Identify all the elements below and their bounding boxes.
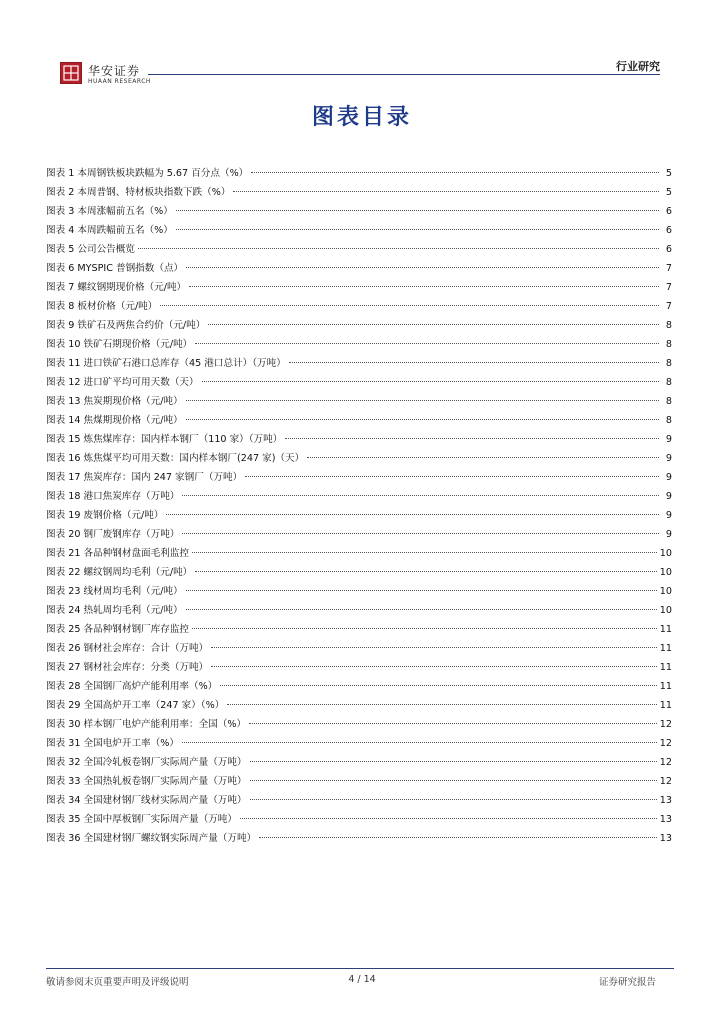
toc-entry-label: 图表 19 废钢价格（元/吨） bbox=[46, 510, 164, 521]
toc-entry-label: 图表 12 进口矿平均可用天数（天） bbox=[46, 377, 199, 388]
toc-entry-page: 6 bbox=[665, 225, 672, 236]
toc-entry-page: 9 bbox=[665, 434, 672, 445]
toc-entry-label: 图表 30 样本钢厂电炉产能利用率：全国（%） bbox=[46, 719, 247, 730]
toc-entry-label: 图表 23 线材周均毛利（元/吨） bbox=[46, 586, 183, 597]
section-label: 行业研究 bbox=[616, 60, 660, 73]
toc-entry[interactable] bbox=[46, 259, 672, 278]
toc-entry-label: 图表 15 炼焦煤库存：国内样本钢厂（110 家）（万吨） bbox=[46, 434, 283, 445]
toc-leader-dots bbox=[138, 248, 659, 249]
footer-divider bbox=[46, 968, 674, 969]
toc-entry[interactable] bbox=[46, 468, 672, 487]
toc-entry[interactable] bbox=[46, 563, 672, 582]
toc-entry-page: 8 bbox=[665, 320, 672, 331]
toc-entry-label: 图表 26 钢材社会库存：合计（万吨） bbox=[46, 643, 209, 654]
toc-entry-label: 图表 35 全国中厚板钢厂实际周产量（万吨） bbox=[46, 814, 237, 825]
toc-leader-dots bbox=[307, 457, 659, 458]
toc-entry-page: 11 bbox=[659, 662, 672, 673]
toc-entry-label: 图表 2 本周普钢、特材板块指数下跌（%） bbox=[46, 187, 231, 198]
toc-entry-label: 图表 24 热轧周均毛利（元/吨） bbox=[46, 605, 183, 616]
toc-leader-dots bbox=[220, 685, 656, 686]
toc-leader-dots bbox=[176, 210, 659, 211]
toc-entry[interactable] bbox=[46, 183, 672, 202]
company-name-cn: 华安证券 bbox=[88, 64, 141, 78]
toc-entry-page: 11 bbox=[659, 700, 672, 711]
toc-entry-label: 图表 3 本周涨幅前五名（%） bbox=[46, 206, 173, 217]
toc-entry-label: 图表 25 各品种钢材钢厂库存监控 bbox=[46, 624, 190, 635]
toc-entry[interactable] bbox=[46, 696, 672, 715]
toc-entry-page: 8 bbox=[665, 415, 672, 426]
toc-entry-label: 图表 5 公司公告概览 bbox=[46, 244, 135, 255]
toc-entry-label: 图表 6 MYSPIC 普钢指数（点） bbox=[46, 263, 184, 274]
toc-entry-label: 图表 34 全国建材钢厂线材实际周产量（万吨） bbox=[46, 795, 247, 806]
toc-leader-dots bbox=[250, 780, 657, 781]
toc-entry-page: 10 bbox=[659, 586, 672, 597]
toc-entry-page: 8 bbox=[665, 396, 672, 407]
toc-entry-label: 图表 17 焦炭库存：国内 247 家钢厂（万吨） bbox=[46, 472, 243, 483]
toc-entry[interactable] bbox=[46, 354, 672, 373]
toc-entry-page: 12 bbox=[659, 738, 672, 749]
toc-entry[interactable] bbox=[46, 734, 672, 753]
toc-entry[interactable] bbox=[46, 658, 672, 677]
toc-leader-dots bbox=[240, 818, 657, 819]
toc-leader-dots bbox=[195, 571, 657, 572]
toc-entry[interactable] bbox=[46, 753, 672, 772]
page-header bbox=[0, 0, 724, 90]
toc-entry[interactable] bbox=[46, 506, 672, 525]
toc-leader-dots bbox=[233, 191, 659, 192]
toc-entry-label: 图表 11 进口铁矿石港口总库存（45 港口总计）（万吨） bbox=[46, 358, 286, 369]
toc-entry[interactable] bbox=[46, 164, 672, 183]
toc-entry[interactable] bbox=[46, 544, 672, 563]
toc-leader-dots bbox=[192, 552, 657, 553]
toc-entry-page: 11 bbox=[659, 681, 672, 692]
toc-entry[interactable] bbox=[46, 278, 672, 297]
toc-entry[interactable] bbox=[46, 221, 672, 240]
toc-entry-label: 图表 21 各品种钢材盘面毛利监控 bbox=[46, 548, 190, 559]
toc-entry[interactable] bbox=[46, 791, 672, 810]
toc-entry-label: 图表 32 全国冷轧板卷钢厂实际周产量（万吨） bbox=[46, 757, 247, 768]
toc-leader-dots bbox=[211, 647, 657, 648]
toc-entry[interactable] bbox=[46, 297, 672, 316]
toc-entry-label: 图表 14 焦煤期现价格（元/吨） bbox=[46, 415, 183, 426]
header-divider bbox=[148, 74, 660, 75]
toc-entry-label: 图表 16 炼焦煤平均可用天数：国内样本钢厂(247 家)（天） bbox=[46, 453, 305, 464]
toc-entry[interactable] bbox=[46, 487, 672, 506]
toc-entry-label: 图表 1 本周钢铁板块跌幅为 5.67 百分点（%） bbox=[46, 168, 249, 179]
toc-entry-page: 8 bbox=[665, 339, 672, 350]
footer-disclaimer: 敬请参阅末页重要声明及评级说明 bbox=[46, 977, 189, 988]
toc-entry[interactable] bbox=[46, 810, 672, 829]
toc-entry-label: 图表 18 港口焦炭库存（万吨） bbox=[46, 491, 180, 502]
toc-entry[interactable] bbox=[46, 620, 672, 639]
page-title: 图表目录 bbox=[311, 105, 412, 130]
toc-entry[interactable] bbox=[46, 772, 672, 791]
toc-entry-label: 图表 22 螺纹钢周均毛利（元/吨） bbox=[46, 567, 193, 578]
toc-leader-dots bbox=[189, 286, 659, 287]
toc-entry-label: 图表 28 全国钢厂高炉产能利用率（%） bbox=[46, 681, 218, 692]
toc-entry[interactable] bbox=[46, 677, 672, 696]
company-logo-icon bbox=[60, 62, 82, 84]
toc-leader-dots bbox=[182, 533, 659, 534]
toc-entry[interactable] bbox=[46, 316, 672, 335]
toc-leader-dots bbox=[211, 666, 657, 667]
toc-leader-dots bbox=[208, 324, 659, 325]
toc-entry[interactable] bbox=[46, 582, 672, 601]
toc-leader-dots bbox=[192, 628, 657, 629]
toc-entry-page: 12 bbox=[659, 719, 672, 730]
toc-entry-label: 图表 27 钢材社会库存：分类（万吨） bbox=[46, 662, 209, 673]
toc-entry[interactable] bbox=[46, 411, 672, 430]
toc-entry[interactable] bbox=[46, 829, 672, 848]
toc-entry-page: 12 bbox=[659, 776, 672, 787]
toc-leader-dots bbox=[182, 742, 657, 743]
toc-leader-dots bbox=[182, 495, 659, 496]
toc-entry[interactable] bbox=[46, 202, 672, 221]
toc-entry-page: 11 bbox=[659, 624, 672, 635]
toc-entry[interactable] bbox=[46, 240, 672, 259]
toc-leader-dots bbox=[202, 381, 659, 382]
toc-entry[interactable] bbox=[46, 335, 672, 354]
toc-entry[interactable] bbox=[46, 715, 672, 734]
toc-leader-dots bbox=[186, 267, 659, 268]
toc-entry-page: 13 bbox=[659, 795, 672, 806]
toc-entry[interactable] bbox=[46, 373, 672, 392]
toc-entry-label: 图表 29 全国高炉开工率（247 家）（%） bbox=[46, 700, 225, 711]
toc-entry[interactable] bbox=[46, 392, 672, 411]
toc-entry-label: 图表 10 铁矿石期现价格（元/吨） bbox=[46, 339, 193, 350]
toc-leader-dots bbox=[259, 837, 657, 838]
toc-leader-dots bbox=[249, 723, 657, 724]
toc-entry-page: 6 bbox=[665, 206, 672, 217]
toc-entry-page: 8 bbox=[665, 358, 672, 369]
toc-entry[interactable] bbox=[46, 430, 672, 449]
toc-leader-dots bbox=[250, 799, 657, 800]
toc-entry-page: 9 bbox=[665, 453, 672, 464]
toc-leader-dots bbox=[227, 704, 656, 705]
toc-entry-page: 7 bbox=[665, 263, 672, 274]
toc-entry[interactable] bbox=[46, 601, 672, 620]
page-number: 4 / 14 bbox=[348, 974, 376, 985]
toc-entry-page: 11 bbox=[659, 643, 672, 654]
toc-leader-dots bbox=[186, 400, 659, 401]
toc-entry-label: 图表 4 本周跌幅前五名（%） bbox=[46, 225, 173, 236]
toc-leader-dots bbox=[186, 609, 657, 610]
toc-entry-page: 7 bbox=[665, 282, 672, 293]
toc-entry-label: 图表 13 焦炭期现价格（元/吨） bbox=[46, 396, 183, 407]
toc-entry-label: 图表 7 螺纹钢期现价格（元/吨） bbox=[46, 282, 187, 293]
toc-entry-label: 图表 36 全国建材钢厂螺纹钢实际周产量（万吨） bbox=[46, 833, 257, 844]
toc-leader-dots bbox=[186, 419, 659, 420]
toc-leader-dots bbox=[195, 343, 659, 344]
toc-entry-page: 7 bbox=[665, 301, 672, 312]
toc-entry-page: 10 bbox=[659, 567, 672, 578]
toc-entry-page: 6 bbox=[665, 244, 672, 255]
toc-leader-dots bbox=[289, 362, 659, 363]
company-name-en: HUAAN RESEARCH bbox=[88, 78, 151, 85]
toc-entry-page: 9 bbox=[665, 472, 672, 483]
toc-entry-page: 9 bbox=[665, 491, 672, 502]
toc-leader-dots bbox=[176, 229, 659, 230]
toc-entry-page: 5 bbox=[665, 187, 672, 198]
toc-entry-page: 13 bbox=[659, 814, 672, 825]
toc-entry-page: 13 bbox=[659, 833, 672, 844]
toc-entry-label: 图表 31 全国电炉开工率（%） bbox=[46, 738, 179, 749]
toc-leader-dots bbox=[186, 590, 657, 591]
toc-entry-page: 10 bbox=[659, 605, 672, 616]
toc-entry-label: 图表 8 板材价格（元/吨） bbox=[46, 301, 158, 312]
toc-leader-dots bbox=[250, 761, 657, 762]
toc-entry[interactable] bbox=[46, 525, 672, 544]
table-of-figures bbox=[46, 164, 672, 848]
toc-leader-dots bbox=[160, 305, 659, 306]
toc-entry-page: 10 bbox=[659, 548, 672, 559]
toc-entry-label: 图表 9 铁矿石及两焦合约价（元/吨） bbox=[46, 320, 206, 331]
toc-entry-label: 图表 20 钢厂废钢库存（万吨） bbox=[46, 529, 180, 540]
toc-entry[interactable] bbox=[46, 639, 672, 658]
toc-entry-page: 12 bbox=[659, 757, 672, 768]
footer-report-type: 证券研究报告 bbox=[598, 977, 656, 988]
toc-leader-dots bbox=[166, 514, 659, 515]
toc-leader-dots bbox=[251, 172, 659, 173]
toc-leader-dots bbox=[285, 438, 659, 439]
toc-entry-page: 9 bbox=[665, 510, 672, 521]
toc-entry-label: 图表 33 全国热轧板卷钢厂实际周产量（万吨） bbox=[46, 776, 247, 787]
toc-entry-page: 8 bbox=[665, 377, 672, 388]
toc-entry-page: 9 bbox=[665, 529, 672, 540]
toc-leader-dots bbox=[245, 476, 659, 477]
toc-entry[interactable] bbox=[46, 449, 672, 468]
toc-entry-page: 5 bbox=[665, 168, 672, 179]
